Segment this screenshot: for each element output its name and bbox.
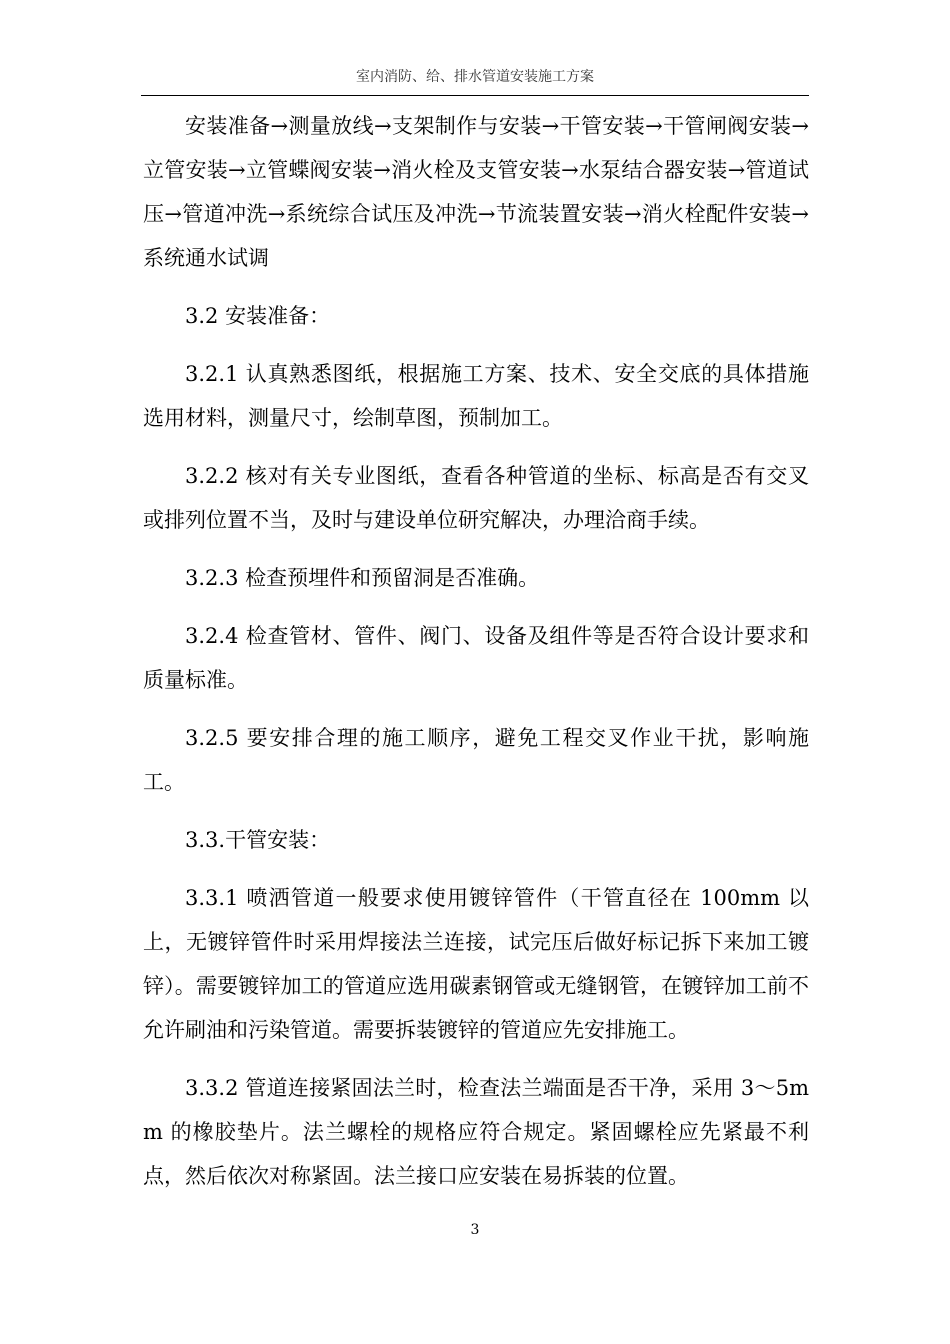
header-rule — [141, 95, 809, 96]
section-heading-3-3: 3.3.干管安装： — [185, 828, 331, 852]
paragraph-3-2-4: 3.2.4 检查管材、管件、阀门、设备及组件等是否符合设计要求和质量标准。 — [143, 624, 809, 692]
page-number: 3 — [470, 1222, 480, 1238]
document-body — [143, 104, 809, 1212]
running-header: 室内消防、给、排水管道安装施工方案 — [356, 69, 594, 85]
paragraph-process-flow: 安装准备→测量放线→支架制作与安装→干管安装→干管闸阀安装→立管安装→立管蝶阀安装→消火栓及支管安装→水泵结合器安装→管道试压→管道冲洗→系统综合试压及冲洗→节流装置安装→消火栓配件安装→系统通水试调 — [143, 114, 809, 270]
paragraph-3-2-3: 3.2.3 检查预埋件和预留洞是否准确。 — [185, 566, 540, 590]
paragraph-3-2-2: 3.2.2 核对有关专业图纸，查看各种管道的坐标、标高是否有交叉或排列位置不当，及时与建设单位研究解决，办理洽商手续。 — [143, 464, 809, 532]
section-heading-3-2: 3.2 安装准备： — [185, 304, 331, 328]
paragraph-3-3-2: 3.3.2 管道连接紧固法兰时，检查法兰端面是否干净，采用 3～5mm 的橡胶垫片。法兰螺栓的规格应符合规定。紧固螺栓应先紧最不利点，然后依次对称紧固。法兰接口应安装在易拆装的位置。 — [143, 1076, 809, 1188]
paragraph-3-3-1: 3.3.1 喷洒管道一般要求使用镀锌管件（干管直径在 100mm 以上，无镀锌管件时采用焊接法兰连接，试完压后做好标记拆下来加工镀锌）。需要镀锌加工的管道应选用碳素钢管或无缝钢管，在镀锌加工前不允许刷油和污染管道。需要拆装镀锌的管道应先安排施工。 — [143, 886, 809, 1042]
paragraph-3-2-5: 3.2.5 要安排合理的施工顺序，避免工程交叉作业干扰，影响施工。 — [143, 726, 809, 794]
paragraph-3-2-1: 3.2.1 认真熟悉图纸，根据施工方案、技术、安全交底的具体措施选用材料，测量尺寸，绘制草图，预制加工。 — [143, 362, 809, 430]
